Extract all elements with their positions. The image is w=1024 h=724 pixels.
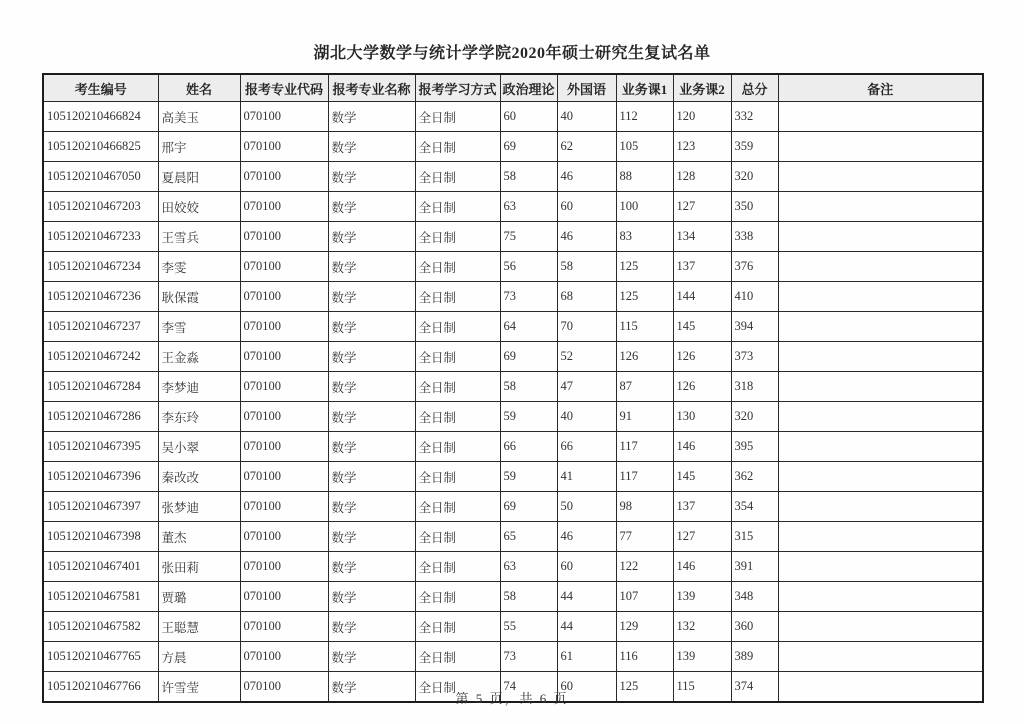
table-cell: 74 (500, 672, 557, 703)
table-cell: 李梦迪 (158, 372, 240, 402)
table-cell: 070100 (240, 162, 328, 192)
table-cell: 145 (673, 312, 731, 342)
table-cell: 100 (616, 192, 673, 222)
table-cell: 邢宇 (158, 132, 240, 162)
table-cell: 105120210467398 (43, 522, 158, 552)
table-cell: 数学 (328, 192, 415, 222)
table-row (43, 582, 983, 612)
table-cell (778, 522, 983, 552)
table-cell: 354 (731, 492, 778, 522)
table-cell: 全日制 (415, 612, 500, 642)
column-header-politics: 政治理论 (500, 74, 557, 102)
table-cell: 115 (616, 312, 673, 342)
table-cell: 数学 (328, 342, 415, 372)
table-cell: 59 (500, 462, 557, 492)
table-cell: 144 (673, 282, 731, 312)
table-cell: 60 (557, 672, 616, 703)
table-cell: 全日制 (415, 192, 500, 222)
table-cell: 105120210467765 (43, 642, 158, 672)
table-cell: 112 (616, 102, 673, 132)
table-cell: 全日制 (415, 582, 500, 612)
table-cell: 69 (500, 132, 557, 162)
table-cell: 全日制 (415, 522, 500, 552)
table-row (43, 612, 983, 642)
table-cell: 58 (500, 582, 557, 612)
table-cell: 夏晨阳 (158, 162, 240, 192)
table-cell: 55 (500, 612, 557, 642)
table-cell: 全日制 (415, 162, 500, 192)
column-header-study-mode: 报考学习方式 (415, 74, 500, 102)
table-cell: 395 (731, 432, 778, 462)
column-header-total-score: 总分 (731, 74, 778, 102)
table-cell: 数学 (328, 432, 415, 462)
page-title: 湖北大学数学与统计学学院2020年硕士研究生复试名单 (313, 45, 711, 62)
table-cell (778, 192, 983, 222)
table-cell: 全日制 (415, 342, 500, 372)
table-cell: 105120210467284 (43, 372, 158, 402)
table-cell: 070100 (240, 222, 328, 252)
table-cell: 137 (673, 492, 731, 522)
table-cell: 117 (616, 462, 673, 492)
table-cell: 116 (616, 642, 673, 672)
table-cell: 全日制 (415, 282, 500, 312)
table-cell: 070100 (240, 342, 328, 372)
table-cell: 070100 (240, 252, 328, 282)
table-cell: 117 (616, 432, 673, 462)
table-cell: 张田莉 (158, 552, 240, 582)
table-cell: 数学 (328, 552, 415, 582)
table-cell: 数学 (328, 612, 415, 642)
table-cell: 120 (673, 102, 731, 132)
column-header-foreign-language: 外国语 (557, 74, 616, 102)
table-cell: 87 (616, 372, 673, 402)
table-cell: 63 (500, 552, 557, 582)
table-cell: 许雪莹 (158, 672, 240, 703)
table-cell: 146 (673, 552, 731, 582)
table-cell: 数学 (328, 462, 415, 492)
table-cell: 070100 (240, 642, 328, 672)
table-cell: 全日制 (415, 372, 500, 402)
table-cell: 146 (673, 432, 731, 462)
table-cell: 350 (731, 192, 778, 222)
table-cell: 105120210466825 (43, 132, 158, 162)
table-cell: 129 (616, 612, 673, 642)
column-header-remarks: 备注 (778, 74, 983, 102)
table-cell: 全日制 (415, 462, 500, 492)
table-cell: 66 (500, 432, 557, 462)
table-cell: 77 (616, 522, 673, 552)
table-cell: 李雪 (158, 312, 240, 342)
table-cell: 376 (731, 252, 778, 282)
table-cell: 全日制 (415, 102, 500, 132)
table-cell: 91 (616, 402, 673, 432)
table-cell: 125 (616, 672, 673, 703)
table-cell: 61 (557, 642, 616, 672)
table-cell: 数学 (328, 372, 415, 402)
table-cell: 方晨 (158, 642, 240, 672)
column-header-name: 姓名 (158, 74, 240, 102)
table-cell: 126 (673, 342, 731, 372)
table-cell: 数学 (328, 282, 415, 312)
table-cell: 410 (731, 282, 778, 312)
table-cell: 115 (673, 672, 731, 703)
table-cell: 139 (673, 642, 731, 672)
table-cell: 52 (557, 342, 616, 372)
table-row (43, 492, 983, 522)
table-row (43, 222, 983, 252)
table-row (43, 642, 983, 672)
column-header-subject1: 业务课1 (616, 74, 673, 102)
table-cell: 数学 (328, 642, 415, 672)
table-cell: 44 (557, 612, 616, 642)
table-cell: 98 (616, 492, 673, 522)
table-cell: 070100 (240, 612, 328, 642)
table-cell: 数学 (328, 312, 415, 342)
table-row (43, 192, 983, 222)
table-cell: 73 (500, 282, 557, 312)
table-cell: 全日制 (415, 642, 500, 672)
table-cell: 105120210467233 (43, 222, 158, 252)
column-header-candidate-id: 考生编号 (43, 74, 158, 102)
table-row (43, 282, 983, 312)
table-cell: 数学 (328, 522, 415, 552)
table-cell: 105120210467242 (43, 342, 158, 372)
table-cell (778, 642, 983, 672)
table-cell: 70 (557, 312, 616, 342)
table-cell: 全日制 (415, 492, 500, 522)
table-cell (778, 462, 983, 492)
table-cell: 68 (557, 282, 616, 312)
table-cell: 58 (557, 252, 616, 282)
table-cell: 40 (557, 102, 616, 132)
table-cell: 338 (731, 222, 778, 252)
table-row (43, 312, 983, 342)
table-cell: 全日制 (415, 252, 500, 282)
table-cell: 105120210467581 (43, 582, 158, 612)
table-row (43, 402, 983, 432)
table-cell: 105120210467237 (43, 312, 158, 342)
table-cell: 373 (731, 342, 778, 372)
table-cell: 数学 (328, 132, 415, 162)
table-cell: 359 (731, 132, 778, 162)
table-cell: 122 (616, 552, 673, 582)
table-cell: 127 (673, 192, 731, 222)
table-row (43, 372, 983, 402)
table-cell: 318 (731, 372, 778, 402)
table-cell: 070100 (240, 552, 328, 582)
table-cell: 吴小翠 (158, 432, 240, 462)
table-cell: 数学 (328, 102, 415, 132)
table-cell: 070100 (240, 582, 328, 612)
table-cell: 070100 (240, 312, 328, 342)
table-cell: 65 (500, 522, 557, 552)
table-cell: 105120210467234 (43, 252, 158, 282)
table-cell: 41 (557, 462, 616, 492)
table-cell: 105120210467582 (43, 612, 158, 642)
table-cell (778, 282, 983, 312)
table-cell: 60 (500, 102, 557, 132)
table-cell: 070100 (240, 672, 328, 703)
table-cell: 128 (673, 162, 731, 192)
table-cell: 75 (500, 222, 557, 252)
table-cell: 高美玉 (158, 102, 240, 132)
table-cell (778, 132, 983, 162)
table-cell: 全日制 (415, 312, 500, 342)
table-cell: 320 (731, 402, 778, 432)
table-cell: 数学 (328, 402, 415, 432)
table-cell: 62 (557, 132, 616, 162)
table-cell (778, 252, 983, 282)
table-row (43, 252, 983, 282)
table-cell (778, 552, 983, 582)
table-cell: 070100 (240, 282, 328, 312)
table-cell: 数学 (328, 672, 415, 703)
table-cell (778, 312, 983, 342)
table-cell: 69 (500, 342, 557, 372)
table-cell: 105120210467401 (43, 552, 158, 582)
table-cell: 40 (557, 402, 616, 432)
table-cell: 66 (557, 432, 616, 462)
table-cell: 58 (500, 162, 557, 192)
table-cell: 070100 (240, 192, 328, 222)
table-body (43, 102, 983, 703)
table-row (43, 342, 983, 372)
table-cell: 320 (731, 162, 778, 192)
table-cell: 69 (500, 492, 557, 522)
table-row (43, 132, 983, 162)
table-row (43, 462, 983, 492)
table-cell: 374 (731, 672, 778, 703)
table-cell: 070100 (240, 132, 328, 162)
table-row (43, 162, 983, 192)
table-cell: 315 (731, 522, 778, 552)
table-cell: 125 (616, 252, 673, 282)
table-cell: 070100 (240, 462, 328, 492)
column-header-major-name: 报考专业名称 (328, 74, 415, 102)
table-cell: 60 (557, 192, 616, 222)
table-cell: 394 (731, 312, 778, 342)
page-footer: 第 5 页，共 6 页 (455, 691, 569, 706)
table-cell: 389 (731, 642, 778, 672)
table-cell: 070100 (240, 372, 328, 402)
table-cell: 46 (557, 522, 616, 552)
table-cell: 105120210467397 (43, 492, 158, 522)
admission-results-table (42, 73, 984, 703)
table-cell: 348 (731, 582, 778, 612)
column-header-subject2: 业务课2 (673, 74, 731, 102)
table-cell (778, 162, 983, 192)
table-cell: 数学 (328, 252, 415, 282)
table-row (43, 102, 983, 132)
table-cell: 张梦迪 (158, 492, 240, 522)
table-cell: 126 (673, 372, 731, 402)
table-cell: 105120210467396 (43, 462, 158, 492)
table-cell: 070100 (240, 102, 328, 132)
table-cell: 362 (731, 462, 778, 492)
table-cell: 56 (500, 252, 557, 282)
table-cell: 105 (616, 132, 673, 162)
table-cell: 全日制 (415, 672, 500, 703)
table-cell: 070100 (240, 402, 328, 432)
table-cell: 391 (731, 552, 778, 582)
table-cell: 332 (731, 102, 778, 132)
table-cell: 105120210467766 (43, 672, 158, 703)
table-cell: 王聪慧 (158, 612, 240, 642)
table-cell (778, 102, 983, 132)
table-cell: 46 (557, 222, 616, 252)
table-cell: 全日制 (415, 552, 500, 582)
table-cell: 123 (673, 132, 731, 162)
table-cell: 数学 (328, 222, 415, 252)
table-cell: 127 (673, 522, 731, 552)
table-cell: 139 (673, 582, 731, 612)
table-cell: 董杰 (158, 522, 240, 552)
table-cell: 105120210466824 (43, 102, 158, 132)
table-cell: 64 (500, 312, 557, 342)
table-cell: 数学 (328, 492, 415, 522)
table-cell: 360 (731, 612, 778, 642)
table-cell: 105120210467236 (43, 282, 158, 312)
table-cell: 王金淼 (158, 342, 240, 372)
table-cell (778, 372, 983, 402)
table-cell: 137 (673, 252, 731, 282)
table-cell: 秦改改 (158, 462, 240, 492)
table-cell: 全日制 (415, 432, 500, 462)
table-cell: 全日制 (415, 132, 500, 162)
table-cell (778, 342, 983, 372)
table-cell: 44 (557, 582, 616, 612)
table-cell: 105120210467203 (43, 192, 158, 222)
table-cell: 105120210467286 (43, 402, 158, 432)
table-cell: 耿保霞 (158, 282, 240, 312)
table-cell: 数学 (328, 162, 415, 192)
table-cell: 58 (500, 372, 557, 402)
table-cell: 46 (557, 162, 616, 192)
column-header-major-code: 报考专业代码 (240, 74, 328, 102)
table-cell: 83 (616, 222, 673, 252)
table-cell: 王雪兵 (158, 222, 240, 252)
table-cell (778, 612, 983, 642)
table-header-row (43, 74, 983, 102)
table-cell: 73 (500, 642, 557, 672)
table-cell: 60 (557, 552, 616, 582)
table-cell: 50 (557, 492, 616, 522)
table-row (43, 432, 983, 462)
table-cell: 105120210467395 (43, 432, 158, 462)
table-row (43, 552, 983, 582)
table-cell (778, 222, 983, 252)
table-cell: 125 (616, 282, 673, 312)
table-cell: 贾璐 (158, 582, 240, 612)
table-cell (778, 432, 983, 462)
table-cell: 126 (616, 342, 673, 372)
table-cell: 59 (500, 402, 557, 432)
table-cell: 107 (616, 582, 673, 612)
table-cell: 47 (557, 372, 616, 402)
table-cell (778, 402, 983, 432)
table-cell (778, 492, 983, 522)
table-row (43, 522, 983, 552)
table-cell: 63 (500, 192, 557, 222)
table-cell: 田姣姣 (158, 192, 240, 222)
table-cell: 88 (616, 162, 673, 192)
table-cell: 全日制 (415, 222, 500, 252)
table-cell: 070100 (240, 492, 328, 522)
table-cell: 全日制 (415, 402, 500, 432)
table-cell: 134 (673, 222, 731, 252)
table-cell: 145 (673, 462, 731, 492)
table-cell: 李雯 (158, 252, 240, 282)
table-cell: 李东玲 (158, 402, 240, 432)
table-cell: 数学 (328, 582, 415, 612)
table-cell: 130 (673, 402, 731, 432)
table-cell: 132 (673, 612, 731, 642)
table-cell: 105120210467050 (43, 162, 158, 192)
table-cell (778, 582, 983, 612)
table-cell: 070100 (240, 522, 328, 552)
table-cell: 070100 (240, 432, 328, 462)
